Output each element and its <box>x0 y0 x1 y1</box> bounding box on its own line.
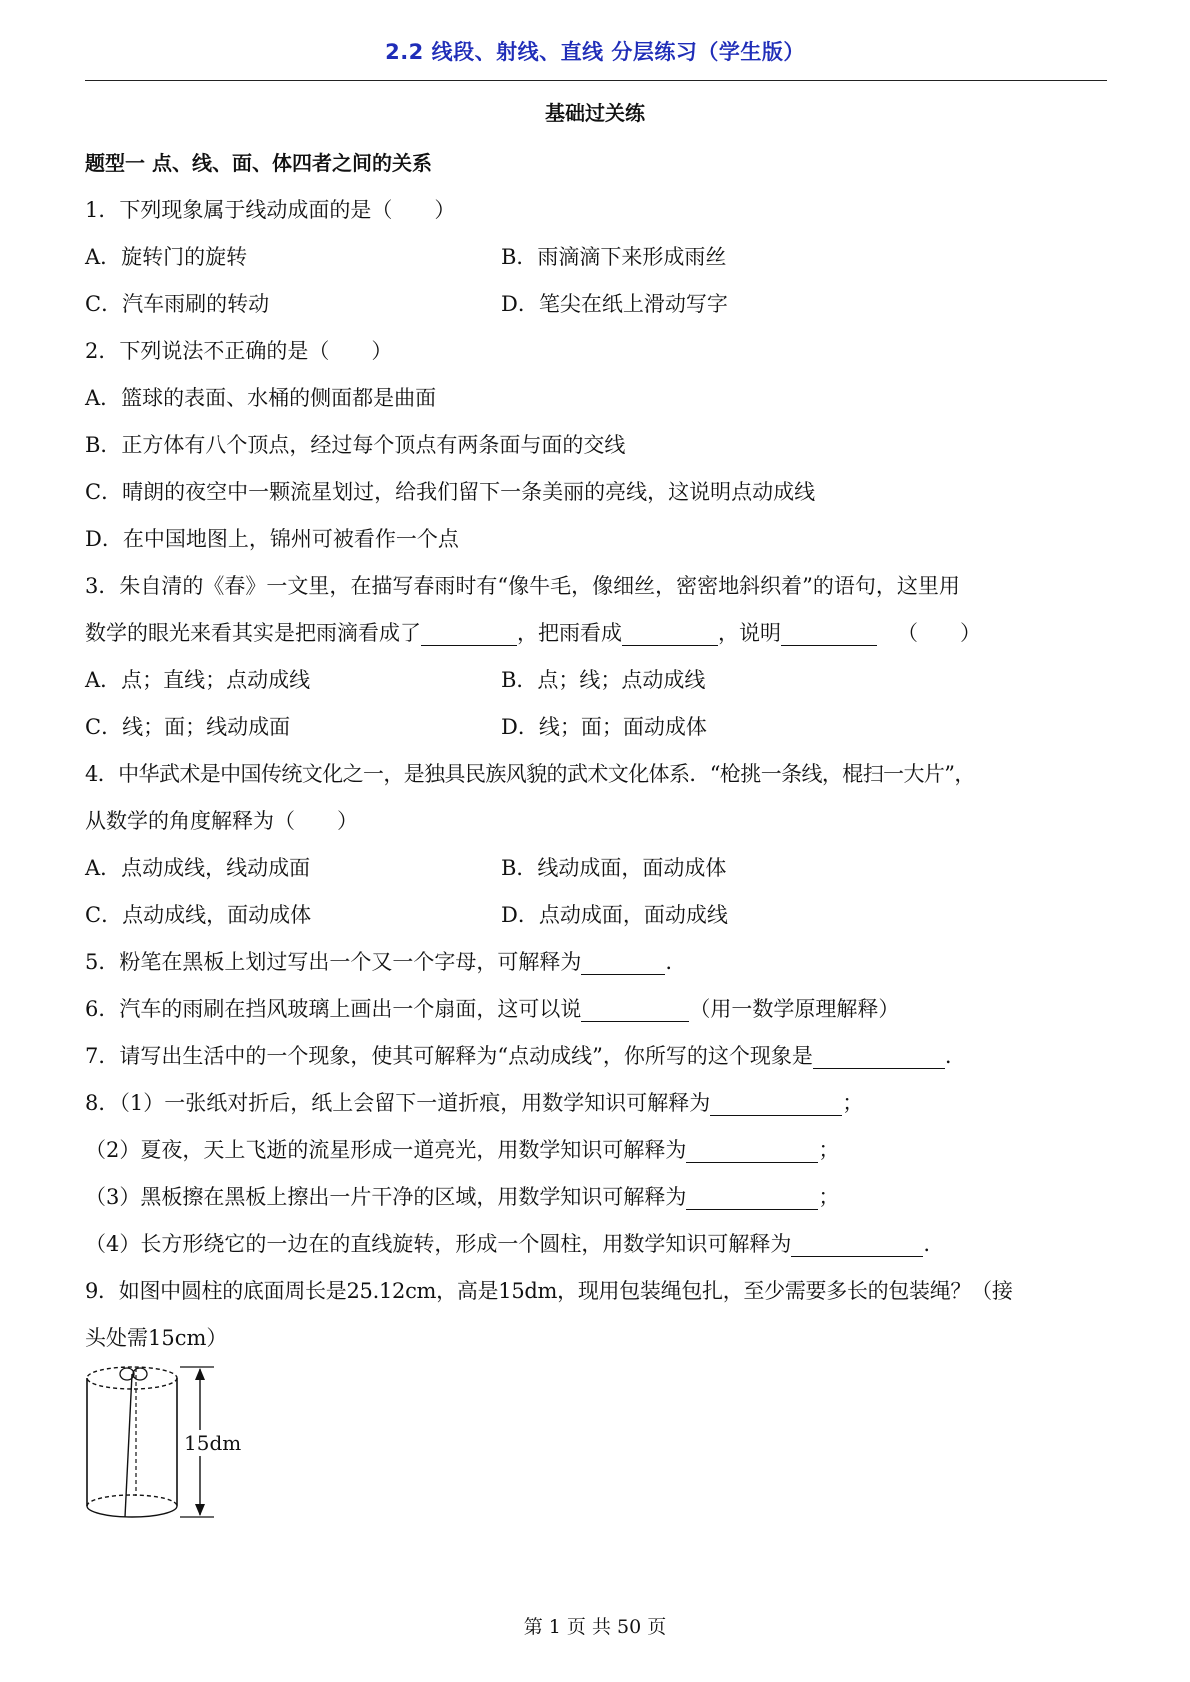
q3-blank-1 <box>421 619 517 646</box>
knot-loop-right <box>133 1368 147 1380</box>
q8-part2-end: ； <box>818 1138 840 1162</box>
q5-text: 5．粉笔在黑板上划过写出一个又一个字母，可解释为 <box>85 950 582 974</box>
q8-blank-2 <box>686 1136 818 1163</box>
q2-option-a: A．篮球的表面、水桶的侧面都是曲面 <box>85 386 437 410</box>
dim-arrow-head-down <box>195 1504 205 1516</box>
q3-options-row2 <box>85 704 1107 751</box>
q3-blank-2 <box>622 619 718 646</box>
q8-part4 <box>85 1221 1107 1268</box>
q4-option-a: A．点动成线，线动成面 <box>85 856 311 880</box>
q1-stem: 1．下列现象属于线动成面的是（ ） <box>85 198 456 222</box>
q4-options-row2 <box>85 892 1107 939</box>
q3-stem-part2: ，把雨看成 <box>517 621 622 645</box>
q2-option-d: D．在中国地图上，锦州可被看作一个点 <box>85 527 459 551</box>
q3-stem-line2 <box>85 610 1107 657</box>
q1-option-c: C．汽车雨刷的转动 <box>85 292 270 316</box>
q2-option-c: C．晴朗的夜空中一颗流星划过，给我们留下一条美丽的亮线，这说明点动成线 <box>85 480 816 504</box>
q8-blank-3 <box>686 1183 818 1210</box>
q3-option-c: C．线；面；线动成面 <box>85 715 291 739</box>
cylinder-bottom-back <box>87 1495 177 1506</box>
q3-option-a: A．点；直线；点动成线 <box>85 668 311 692</box>
q6-text: 6．汽车的雨刷在挡风玻璃上画出一个扇面，这可以说 <box>85 997 582 1021</box>
q8-blank-1 <box>710 1089 842 1116</box>
q8-part4-end: . <box>923 1232 931 1256</box>
q4-options-row1 <box>85 845 1107 892</box>
type-heading: 题型一 点、线、面、体四者之间的关系 <box>85 151 432 175</box>
q1-options-row2 <box>85 281 1107 328</box>
q8-blank-4 <box>791 1230 923 1257</box>
q7-end: . <box>944 1044 952 1068</box>
q3-stem-part3: ，说明 <box>718 621 781 645</box>
section-title: 基础过关练 <box>545 101 645 125</box>
q6 <box>85 986 1107 1033</box>
q8-part1 <box>85 1080 1107 1127</box>
header-divider <box>85 80 1107 81</box>
page-footer: 第 1 页 共 50 页 <box>523 1616 667 1638</box>
q1-option-d: D．笔尖在纸上滑动写字 <box>501 292 728 316</box>
q1-option-a: A．旋转门的旋转 <box>85 245 248 269</box>
q3-stem-line1: 3．朱自清的《春》一文里，在描写春雨时有“像牛毛，像细丝，密密地斜织着”的语句，这里用 <box>85 574 960 598</box>
q5 <box>85 939 1107 986</box>
q8-part2-text: （2）夏夜，天上飞逝的流星形成一道亮光，用数学知识可解释为 <box>85 1138 687 1162</box>
q4-stem-line2: 从数学的角度解释为（ ） <box>85 809 358 833</box>
q3-option-b: B．点；线；点动成线 <box>501 668 706 692</box>
q8-part3-end: ； <box>818 1185 840 1209</box>
cylinder-figure <box>80 1360 260 1534</box>
q2-stem: 2．下列说法不正确的是（ ） <box>85 339 393 363</box>
q3-option-d: D．线；面；面动成体 <box>501 715 707 739</box>
q6-end: （用一数学原理解释） <box>689 997 900 1021</box>
page-title: 2.2 线段、射线、直线 分层练习（学生版） <box>385 40 805 64</box>
q3-options-row1 <box>85 657 1107 704</box>
q8-part1-end: ； <box>842 1091 864 1115</box>
q8-part3-text: （3）黑板擦在黑板上擦出一片干净的区域，用数学知识可解释为 <box>85 1185 687 1209</box>
question-content <box>85 140 1107 1362</box>
q6-blank <box>581 995 689 1022</box>
q7-text: 7．请写出生活中的一个现象，使其可解释为“点动成线”，你所写的这个现象是 <box>85 1044 813 1068</box>
q8-part2 <box>85 1127 1107 1174</box>
q7 <box>85 1033 1107 1080</box>
q3-stem-part1: 数学的眼光来看其实是把雨滴看成了 <box>85 621 421 645</box>
q4-stem-line1: 4．中华武术是中国传统文化之一，是独具民族风貌的武术文化体系．“枪挑一条线，棍扫一大片”， <box>85 762 975 786</box>
q3-blank-3 <box>781 619 877 646</box>
q7-blank <box>813 1042 945 1069</box>
q9-stem-line2: 头处需15cm） <box>85 1326 228 1350</box>
q1-option-b: B．雨滴滴下来形成雨丝 <box>501 245 727 269</box>
q8-part3 <box>85 1174 1107 1221</box>
q2-option-b: B．正方体有八个顶点，经过每个顶点有两条面与面的交线 <box>85 433 626 457</box>
q4-option-d: D．点动成面，面动成线 <box>501 903 728 927</box>
q5-end: . <box>665 950 673 974</box>
q3-stem-part4: （ ） <box>897 621 982 645</box>
q9-stem-line1: 9．如图中圆柱的底面周长是25.12cm，高是15dm，现用包装绳包扎，至少需要多长的包装绳？（接 <box>85 1279 1013 1303</box>
q1-options-row1 <box>85 234 1107 281</box>
q8-part1-text: 8．（1）一张纸对折后，纸上会留下一道折痕，用数学知识可解释为 <box>85 1091 711 1115</box>
cylinder-bottom-front <box>87 1506 177 1517</box>
q4-option-b: B．线动成面，面动成体 <box>501 856 727 880</box>
q8-part4-text: （4）长方形绕它的一边在的直线旋转，形成一个圆柱，用数学知识可解释为 <box>85 1232 792 1256</box>
dim-label: 15dm <box>184 1431 242 1455</box>
q5-blank <box>581 948 665 975</box>
q4-option-c: C．点动成线，面动成体 <box>85 903 312 927</box>
dim-arrow-head-up <box>195 1368 205 1380</box>
cylinder-diagram <box>80 1360 260 1530</box>
